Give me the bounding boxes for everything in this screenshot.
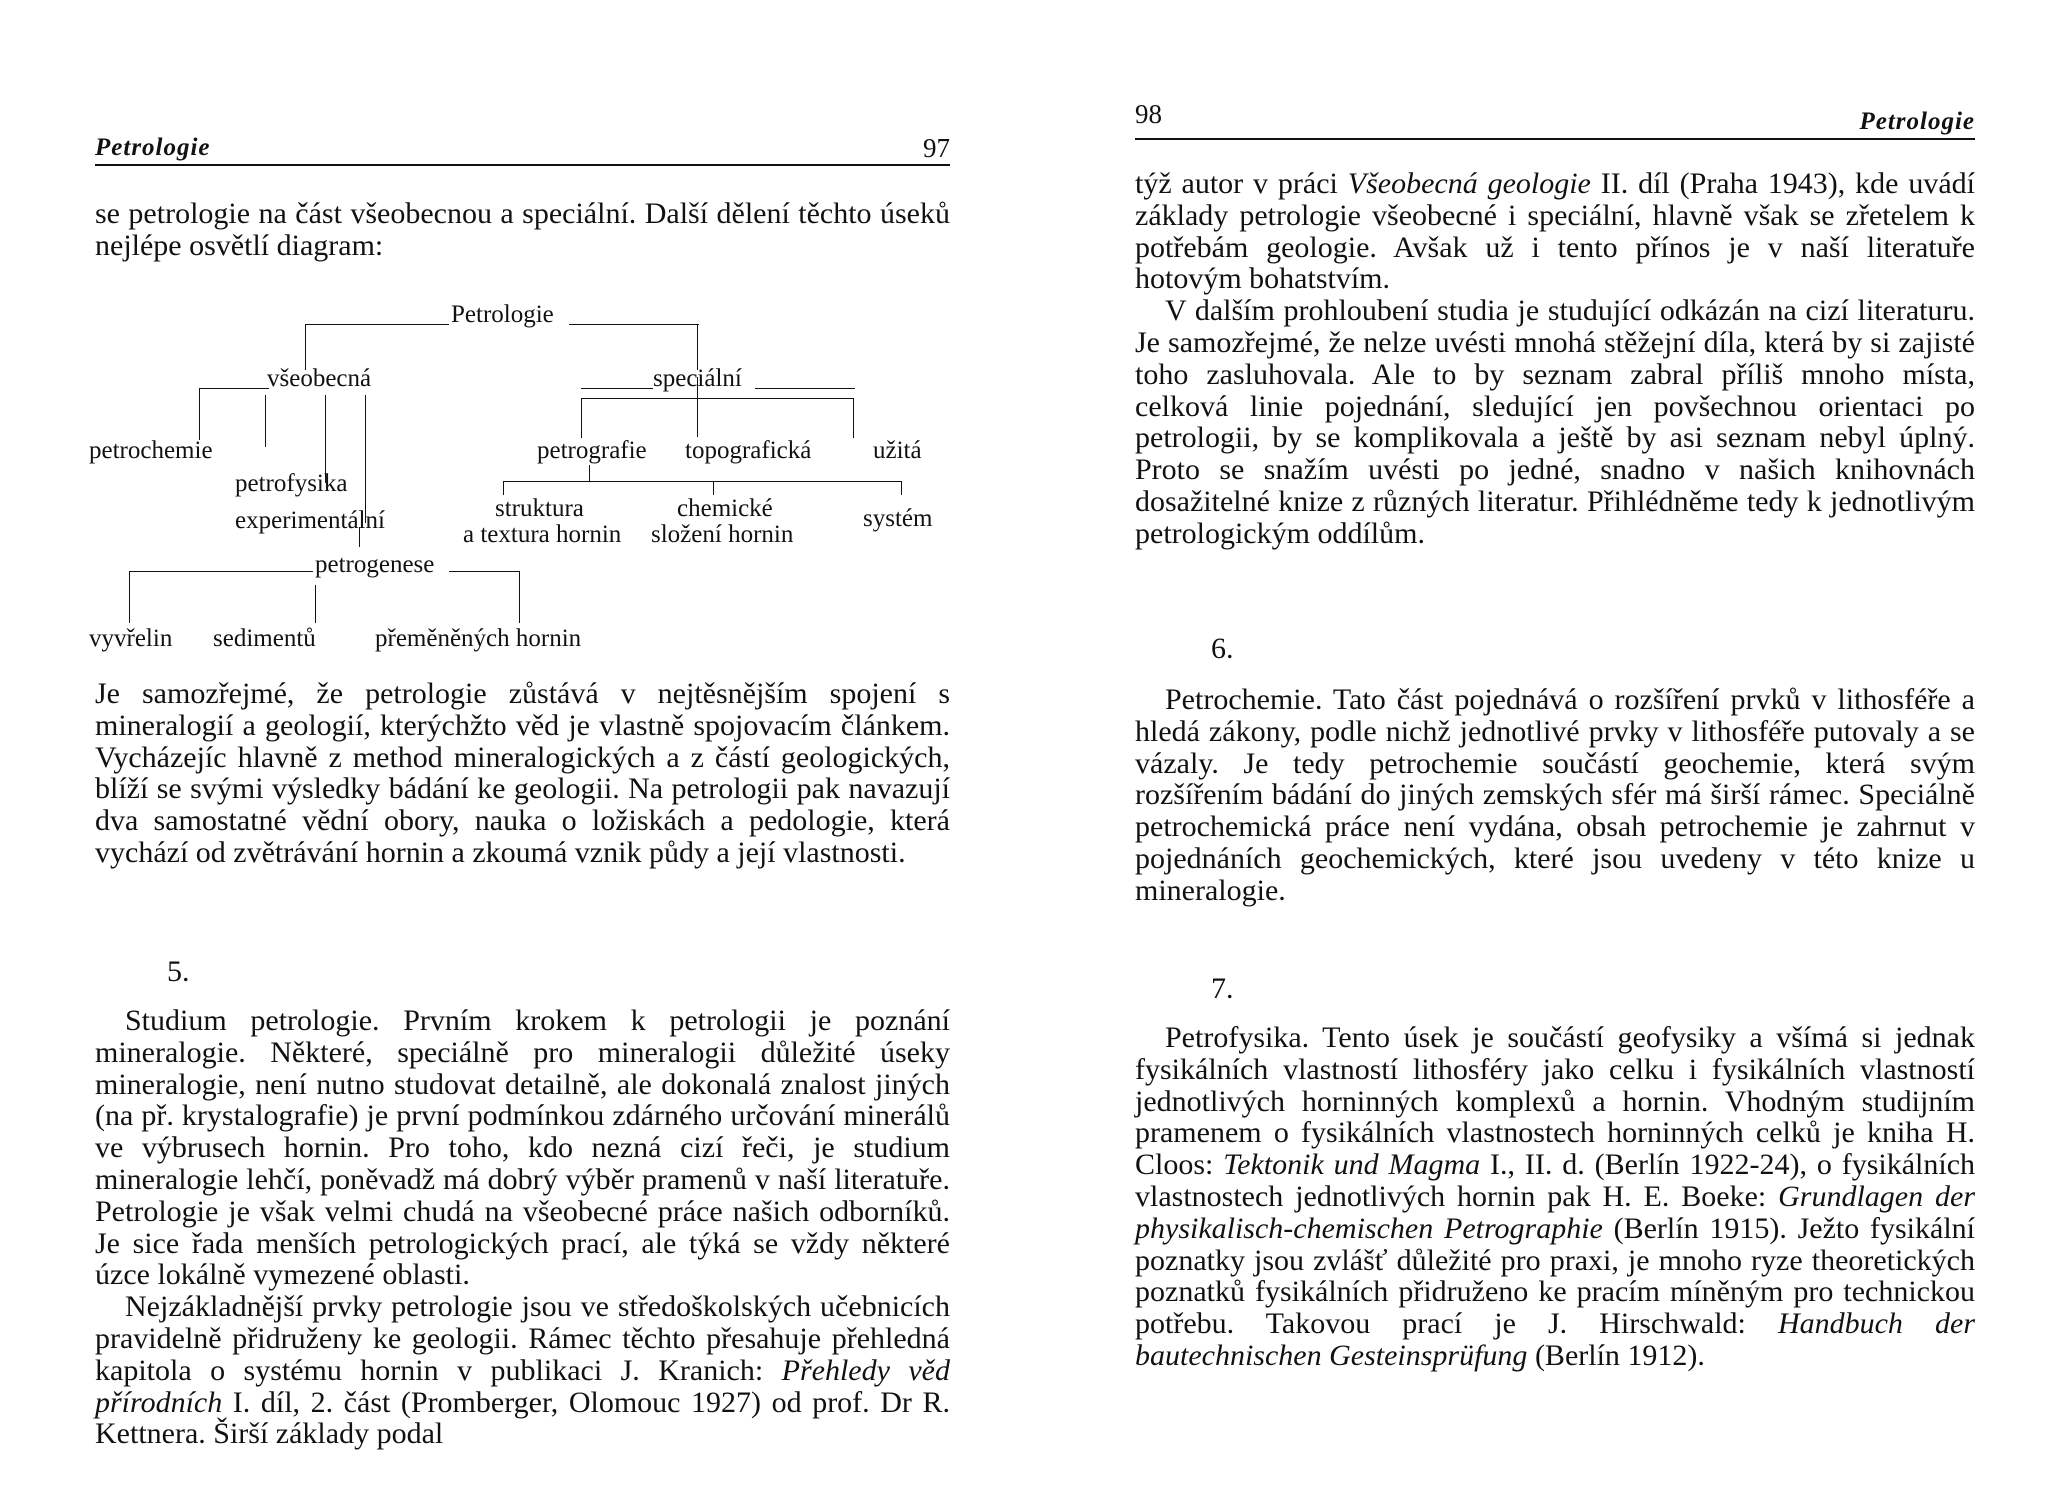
section-6-text [1135,684,1975,907]
petrology-diagram [89,295,959,652]
right-paragraph-1: týž autor v práci Všeobecná geologie II. díl (Praha 1943), kde uvádí základy petrologie všeobecné i speciální, hlavně však se zřetelem k potřebám geologie. Avšak už i tento přínos je v naší literatuře hotovým bohatstvím. [1135,167,1976,296]
right-top-text [1135,168,1975,550]
paragraph-after-diagram-text: Je samozřejmé, že petrologie zůstává v nejtěsnějším spojení s mineralogií a geologií, kterýchžto věd je vlastně spojovacím článkem. Vycházejíc hlavně z method mineralogických a z částí geologických, blíží se svými výsledky bádání ke geologii. Na petrologii pak navazují dva samostatné vědní obory, nauka o ložiskách a pedologie, která vychází od zvětrávání hornin a zkoumá vznik půdy a její vlastnosti. [95,677,950,869]
section-6-number: 6. [1211,632,1234,665]
diagram-petrogenese: petrogenese [315,551,435,578]
section-7-paragraph: Petrofysika. Tento úsek je součástí geofysiky a všímá si jednak fysikálních vlastností lithosféry jako celku i fysikálních vlastností jednotlivých horninných komplexů a hornin. Vhodným studijním pramenem o fysikálních vlastnostech horninných celků je kniha H. Cloos: Tektonik und Magma I., II. d. (Berlín 1922-24), o fysikálních vlastnostech jednotlivých hornin pak H. E. Boeke: Grundlagen der physikalisch-chemischen Petrographie (Berlín 1915). Ježto fysikální poznatky jsou zvlášť důležité pro praxi, je mnoho ryze theoretických poznatků fysikálních přidruženo ke pracím míněným pro technickou potřebu. Takovou prací je J. Hirschwald: Handbuch der bautechnischen Gesteinsprüfung (Berlín 1912). [1135,1021,1976,1372]
diagram-chemicke: chemické [677,495,773,522]
diagram-special-label: speciální [653,365,742,392]
boeke-title: Grundlagen der physikalisch-chemischen Petrographie [1135,1179,1975,1245]
diagram-textura: a textura hornin [463,521,622,548]
diagram-root-label: Petrologie [451,301,554,328]
right-page-number: 98 [1135,99,1162,129]
section-5-paragraph-1: Studium petrologie. Prvním krokem k petrologii je poznání mineralogie. Některé, speciálně pro mineralogii důležité úseky mineralogie, není nutno studovat detailně, ale dokonalá znalost jiných (na př. krystalografie) je první podmínkou zdárného určování minerálů ve výbrusech hornin. Pro toho, kdo nezná cizí řeči, je studium mineralogie lehčí, poněvadž má dobrý výběr pramenů v naší literatuře. Petrologie je však velmi chudá na všeobecné práce našich odborníků. Je sice řada menších petrologických prací, ale týká se vždy některé úzce lokálně vymezené oblasti. [95,1004,950,1292]
section-6-paragraph: Petrochemie. Tato část pojednává o rozšíření prvků v lithosféře a hledá zákony, podle nichž jednotlivé prvky v lithosféře putovaly a se vázaly. Je tedy petrochemie součástí geochemie, která svým rozšířením bádání do jiných zemských sfér má širší rámec. Speciálně petrochemická práce není vydána, obsah petrochemie je zahrnut v pojednáních geochemických, které jsou uvedeny v této knize u mineralogie. [1135,683,1975,907]
diagram-vyvrelin: vyvřelin [89,625,173,652]
right-page [1135,0,1975,1500]
diagram-general-label: všeobecná [267,365,372,392]
right-running-head [1135,98,1975,140]
right-running-title: Petrologie [1859,108,1975,135]
diagram-topograficka: topografická [685,437,812,464]
hirschwald-title: Handbuch der bautechnischen Gesteinsprüfung [1135,1307,1975,1372]
cloos-title: Tektonik und Magma [1223,1148,1481,1182]
left-running-head [95,102,950,166]
section-5-paragraph-2: Nejzákladnější prvky petrologie jsou ve středoškolských učebnicích pravidelně přidruženy ke geologii. Rámec těchto přesahuje přehledná kapitola o systému hornin v publikaci J. Kranich: Přehledy věd přírodních I. díl, 2. část (Promberger, Olomouc 1927) od prof. Dr R. Kettnera. Širší základy podal [95,1290,950,1451]
diagram-experimentalni: experimentální [235,507,385,534]
paragraph-after-diagram [95,678,950,869]
diagram-slozeni: složení hornin [651,521,794,548]
left-page [89,0,950,1500]
intro-text [95,198,950,262]
intro-paragraph: se petrologie na část všeobecnou a speciální. Další dělení těchto úseků nejlépe osvětlí diagram: [95,197,950,262]
vseobecna-geologie-title: Všeobecná geologie [1347,167,1591,200]
kranich-title: Přehledy věd přírodních [95,1353,950,1419]
diagram-sedimentu: sedimentů [213,625,316,652]
section-5-number: 5. [167,955,190,988]
left-page-number: 97 [923,133,950,163]
diagram-system: systém [863,505,933,532]
diagram-petrochemie: petrochemie [89,437,213,464]
section-7-text [1135,1022,1975,1372]
diagram-premenenych: přeměněných hornin [375,625,582,652]
section-5-text [95,1005,950,1450]
diagram-struktura: struktura [495,495,584,522]
right-paragraph-2: V dalším prohloubení studia je studující odkázán na cizí literaturu. Je samozřejmé, že nelze uvésti mnohá stěžejní díla, která by si zajisté toho zasluhovala. Ale to by seznam zabral příliš mnoho místa, celková linie pojednání, sledující jen povšechnou orientaci po petrologii, by se komplikovala a ještě by asi seznam nebyl úplný. Proto se snažím uvésti po jedné, snadno v našich knihovnách dosažitelné knize z různých literatur. Přihlédněme tedy k jednotlivým petrologickým oddílům. [1135,294,1975,550]
diagram-petrografie: petrografie [537,437,647,464]
diagram-petrofysika: petrofysika [235,470,348,497]
left-running-title: Petrologie [95,134,211,161]
section-7-number: 7. [1211,972,1234,1005]
diagram-uzita: užitá [873,437,922,464]
